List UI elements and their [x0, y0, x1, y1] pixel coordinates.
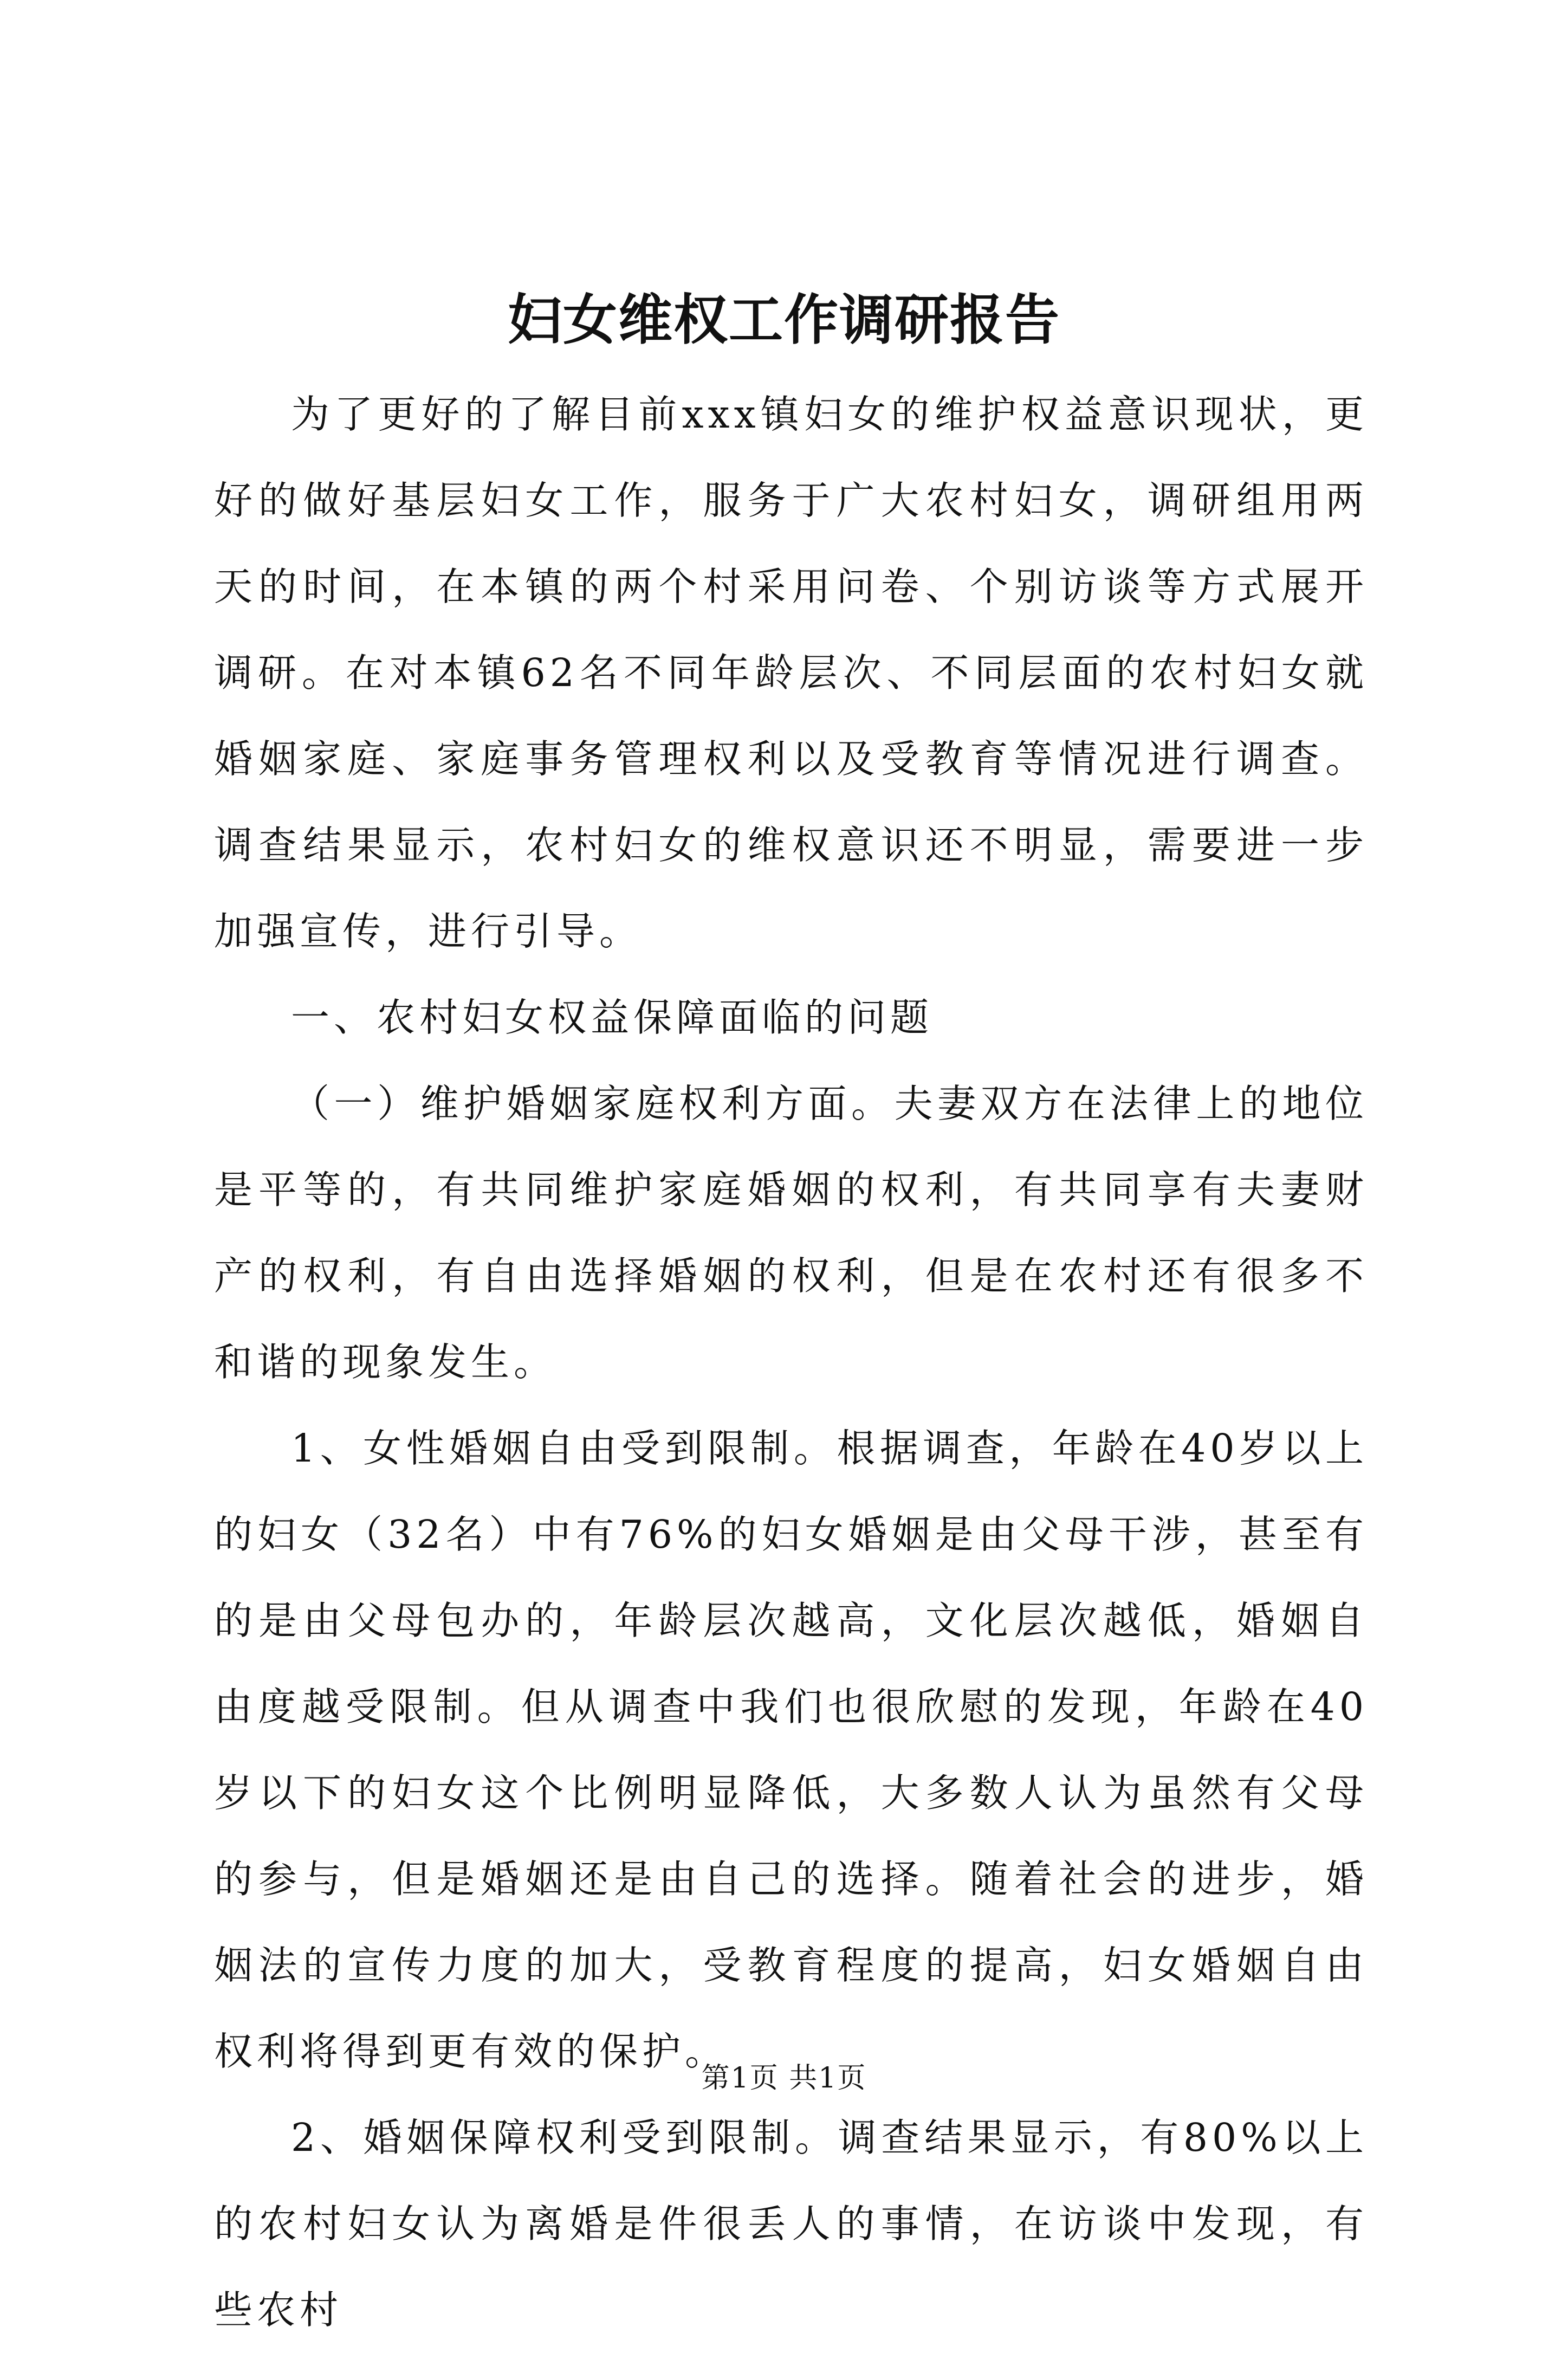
page-footer: 第1页 共1页	[701, 2062, 867, 2095]
section-heading: 一、农村妇女权益保障面临的问题	[291, 995, 934, 1040]
document-body	[214, 371, 1368, 2353]
paragraph-item-1: 1、女性婚姻自由受到限制。根据调查，年龄在40岁以上的妇女（32名）中有76%的妇女婚姻是由父母干涉，甚至有的是由父母包办的，年龄层次越高，文化层次越低，婚姻自由度越受限制。但从调查中我们也很欣慰的发现，年龄在40岁以下的妇女这个比例明显降低，大多数人认为虽然有父母的参与，但是婚姻还是由自己的选择。随着社会的进步，婚姻法的宣传力度的加大，受教育程度的提高，妇女婚姻自由权利将得到更有效的保护。	[214, 1426, 1368, 2074]
paragraph-item-2: 2、婚姻保障权利受到限制。调查结果显示，有80%以上的农村妇女认为离婚是件很丢人的事情，在访谈中发现，有些农村	[214, 2115, 1368, 2332]
subsection-paragraph: （一）维护婚姻家庭权利方面。夫妻双方在法律上的地位是平等的，有共同维护家庭婚姻的权利，有共同享有夫妻财产的权利，有自由选择婚姻的权利，但是在农村还有很多不和谐的现象发生。	[214, 1081, 1368, 1385]
document-title: 妇女维权工作调研报告	[508, 288, 1060, 352]
paragraph-intro: 为了更好的了解目前xxx镇妇女的维护权益意识现状，更好的做好基层妇女工作，服务于广大农村妇女，调研组用两天的时间，在本镇的两个村采用问卷、个别访谈等方式展开调研。在对本镇62名不同年龄层次、不同层面的农村妇女就婚姻家庭、家庭事务管理权利以及受教育等情况进行调查。调查结果显示，农村妇女的维权意识还不明显，需要进一步加强宣传，进行引导。	[214, 392, 1368, 954]
